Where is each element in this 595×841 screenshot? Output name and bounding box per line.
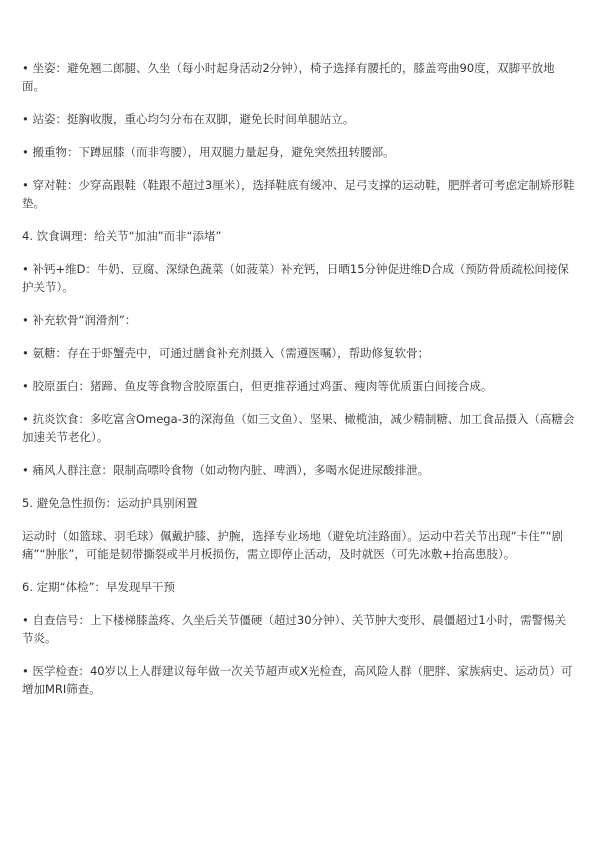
section-heading-diet: 4. 饮食调理：给关节“加油”而非“添堵” — [22, 229, 222, 243]
bullet-anti-inflammatory: • 抗炎饮食：多吃富含Omega-3的深海鱼（如三文鱼）、坚果、橄榄油，减少精制糖、加工食品摄入（高糖会加速关节老化）。 — [22, 412, 575, 444]
article-body — [22, 59, 575, 713]
bullet-medical-exam: • 医学检查：40岁以上人群建议每年做一次关节超声或X光检查，高风险人群（肥胖、家族病史、运动员）可增加MRI筛查。 — [22, 664, 573, 696]
bullet-cartilage-lubricant: • 补充软骨“润滑剂”： — [22, 313, 137, 327]
bullet-shoes: • 穿对鞋：少穿高跟鞋（鞋跟不超过3厘米），选择鞋底有缓冲、足弓支撑的运动鞋，肥胖者可考虑定制矫形鞋垫。 — [22, 178, 575, 210]
bullet-gout: • 痛风人群注意：限制高嘌呤食物（如动物内脏、啤酒），多喝水促进尿酸排泄。 — [22, 463, 430, 477]
section-heading-injury: 5. 避免急性损伤：运动护具别闲置 — [22, 496, 198, 510]
bullet-self-check: • 自查信号：上下楼梯膝盖疼、久坐后关节僵硬（超过30分钟）、关节肿大变形、晨僵超过1小时，需警惕关节炎。 — [22, 613, 567, 645]
bullet-glucosamine: • 氨糖：存在于虾蟹壳中，可通过膳食补充剂摄入（需遵医嘱），帮助修复软骨； — [22, 346, 430, 360]
bullet-collagen: • 胶原蛋白：猪蹄、鱼皮等食物含胶原蛋白，但更推荐通过鸡蛋、瘦肉等优质蛋白间接合成。 — [22, 379, 493, 393]
paragraph-sports-protection: 运动时（如篮球、羽毛球）佩戴护膝、护腕，选择专业场地（避免坑洼路面）。运动中若关节出现“卡住”“剧痛”“肿胀”，可能是韧带撕裂或半月板损伤，需立即停止活动，及时就医（可先冰敷+抬高患肢）。 — [22, 529, 564, 561]
section-heading-checkup: 6. 定期“体检”：早发现早干预 — [22, 580, 176, 594]
bullet-standing-posture: • 站姿：挺胸收腹，重心均匀分布在双脚，避免长时间单腿站立。 — [22, 112, 355, 126]
bullet-calcium-vitd: • 补钙+维D：牛奶、豆腐、深绿色蔬菜（如菠菜）补充钙，日晒15分钟促进维D合成（预防骨质疏松间接保护关节）。 — [22, 262, 569, 294]
bullet-sitting-posture: • 坐姿：避免翘二郎腿、久坐（每小时起身活动2分钟），椅子选择有腰托的，膝盖弯曲90度，双脚平放地面。 — [22, 61, 555, 93]
bullet-lifting: • 搬重物：下蹲屈膝（而非弯腰），用双腿力量起身，避免突然扭转腰部。 — [22, 145, 395, 159]
